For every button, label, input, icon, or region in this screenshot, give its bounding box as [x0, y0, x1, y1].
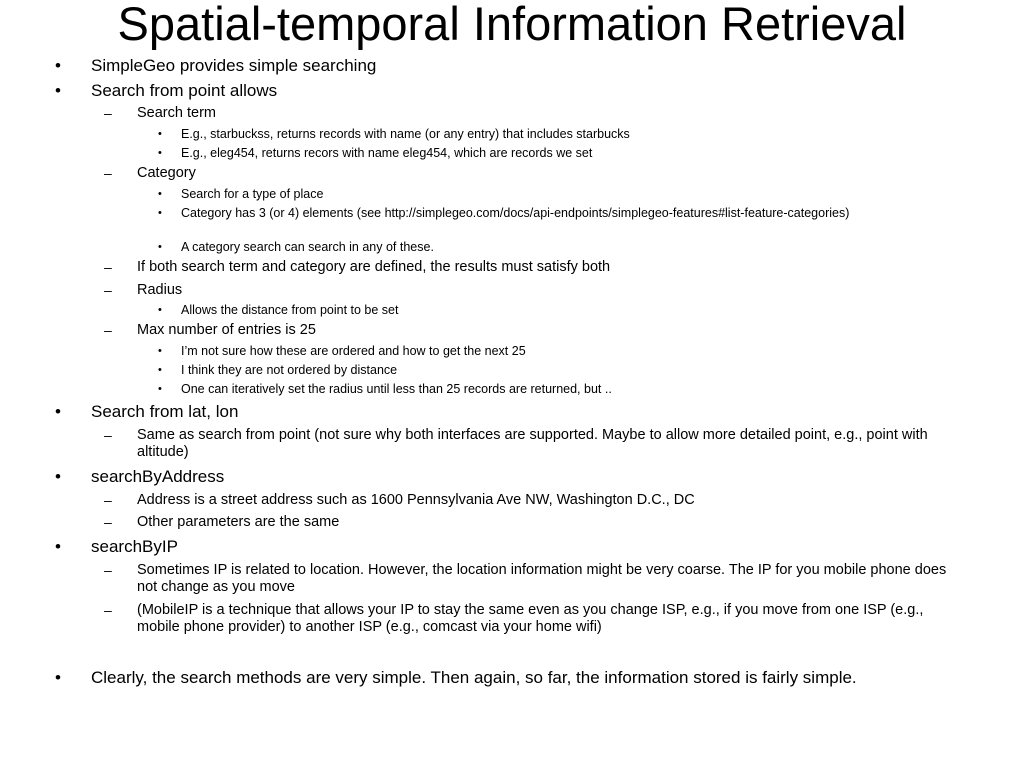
bullet-marker: • — [55, 537, 61, 556]
dash-marker: – — [104, 427, 112, 443]
sub-bullet-text: Other parameters are the same — [137, 514, 340, 530]
bullet-marker: • — [158, 207, 162, 219]
bullet-text: Search from point allows — [91, 81, 278, 100]
dash-marker: – — [104, 105, 112, 121]
sub-bullet-text: Search term — [137, 105, 216, 121]
sub-sub-bullet-text: Allows the distance from point to be set — [181, 303, 399, 317]
sub-sub-bullet-text: One can iteratively set the radius until less than 25 records are returned, but .. — [181, 382, 612, 396]
dash-marker: – — [104, 322, 112, 338]
bullet-marker: • — [158, 364, 162, 376]
sub-sub-bullet-text: Search for a type of place — [181, 187, 324, 201]
slide-title: Spatial-temporal Information Retrieval — [117, 0, 907, 50]
sub-sub-bullet-text: A category search can search in any of these. — [181, 240, 434, 254]
sub-bullet-text: Radius — [137, 282, 183, 298]
bullet-text: searchByAddress — [91, 467, 225, 486]
sub-sub-bullet-text: I think they are not ordered by distance — [181, 363, 398, 377]
bullet-marker: • — [158, 188, 162, 200]
dash-marker: – — [104, 562, 112, 578]
sub-bullet-text: Same as search from point (not sure why both interfaces are supported. Maybe to allow more detailed point, e.g., point with altitude) — [137, 427, 928, 460]
sub-bullet-text: If both search term and category are defined, the results must satisfy both — [137, 259, 611, 275]
sub-bullet-text: Address is a street address such as 1600 Pennsylvania Ave NW, Washington D.C., DC — [137, 492, 695, 508]
sub-bullet-text: Category — [137, 165, 196, 181]
bullet-marker: • — [55, 81, 61, 100]
bullet-marker: • — [158, 128, 162, 140]
sub-bullet-text: Max number of entries is 25 — [137, 322, 316, 338]
bullet-marker: • — [158, 304, 162, 316]
dash-marker: – — [104, 602, 112, 618]
bullet-text: Search from lat, lon — [91, 402, 239, 421]
bullet-text: SimpleGeo provides simple searching — [91, 56, 377, 75]
sub-sub-bullet-text: E.g., starbuckss, returns records with name (or any entry) that includes starbucks — [181, 127, 630, 141]
bullet-marker: • — [158, 345, 162, 357]
sub-sub-bullet-text: E.g., eleg454, returns recors with name eleg454, which are records we set — [181, 146, 593, 160]
dash-marker: – — [104, 492, 112, 508]
sub-bullet-text: Sometimes IP is related to location. However, the location information might be very coarse. The IP for you mobile phone does not change as you move — [137, 562, 947, 595]
dash-marker: – — [104, 165, 112, 181]
dash-marker: – — [104, 259, 112, 275]
dash-marker: – — [104, 282, 112, 298]
sub-bullet-text: (MobileIP is a technique that allows your IP to stay the same even as you change ISP, e.g., if you move from one ISP (e.g., mobile phone provider) to another ISP (e.g., comcast via your home wifi) — [137, 602, 924, 635]
bullet-marker: • — [55, 467, 61, 486]
bullet-marker: • — [158, 147, 162, 159]
bullet-marker: • — [158, 383, 162, 395]
bullet-marker: • — [55, 402, 61, 421]
bullet-text: searchByIP — [91, 537, 178, 556]
bullet-marker: • — [55, 668, 61, 687]
bullet-marker: • — [158, 241, 162, 253]
bullet-text: Clearly, the search methods are very simple. Then again, so far, the information stored is fairly simple. — [91, 668, 857, 687]
sub-sub-bullet-text: I’m not sure how these are ordered and how to get the next 25 — [181, 344, 526, 358]
bullet-marker: • — [55, 56, 61, 75]
dash-marker: – — [104, 514, 112, 530]
sub-sub-bullet-text: Category has 3 (or 4) elements (see http://simplegeo.com/docs/api-endpoints/simplegeo-features#list-feature-categories) — [181, 206, 850, 220]
